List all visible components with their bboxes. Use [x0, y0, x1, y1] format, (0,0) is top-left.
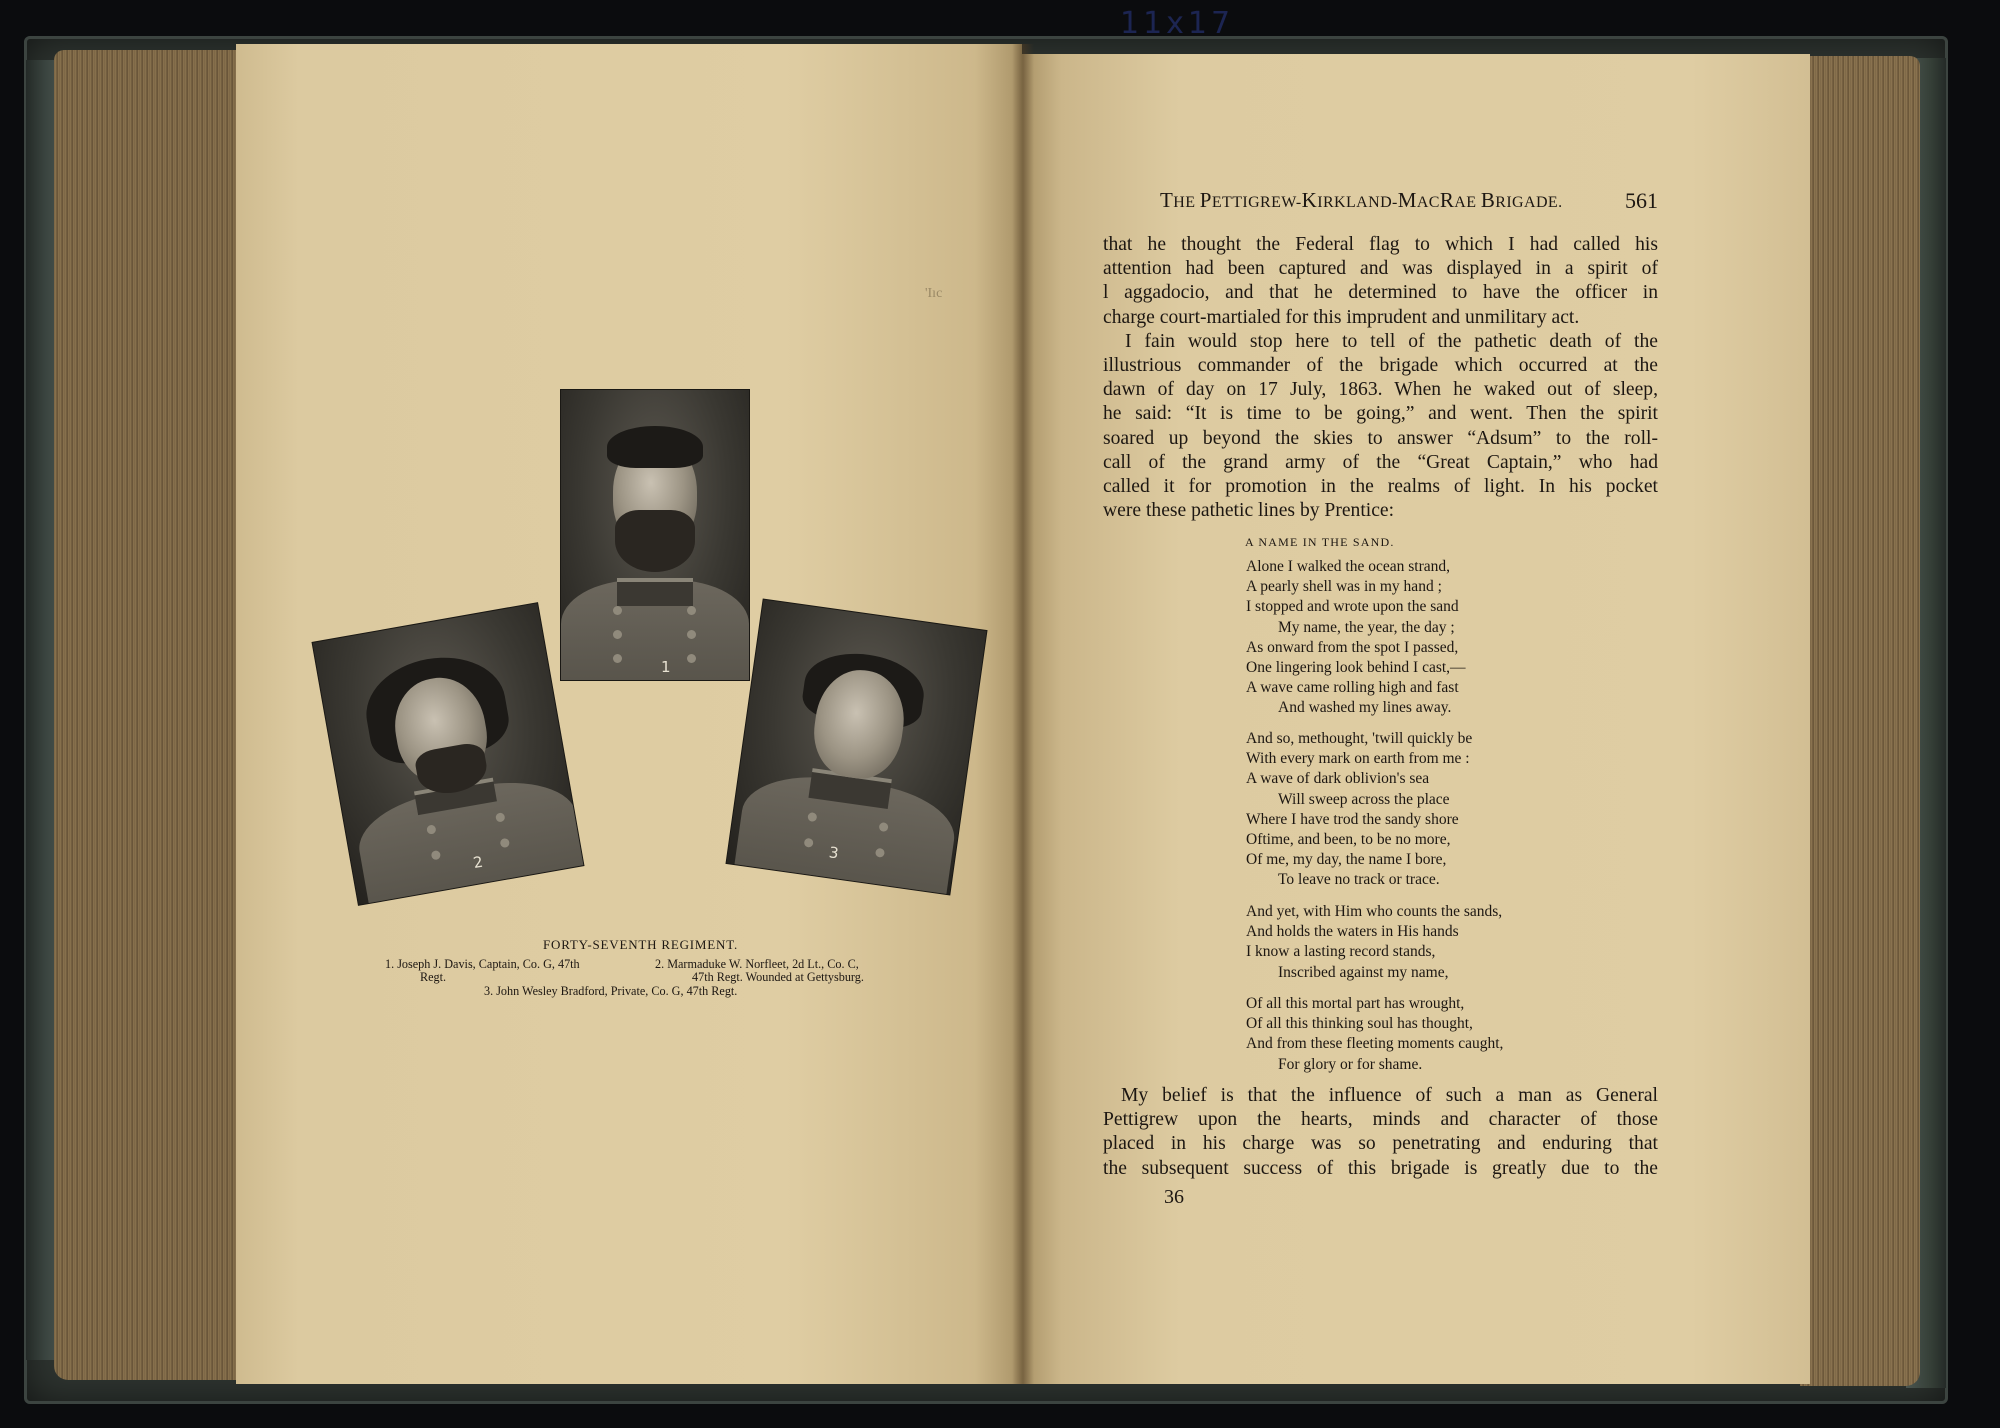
poem-stanza-3	[1246, 902, 1502, 983]
page-smudge: 'Iıc	[925, 286, 943, 301]
text-line: illustrious commander of the brigade which occurred at the	[1103, 355, 1658, 377]
poem-line: Will sweep across the place	[1278, 790, 1450, 808]
text-line: charge court-martialed for this imprudent and unmilitary act.	[1103, 306, 1580, 328]
caption-item-2: 2. Marmaduke W. Norfleet, 2d Lt., Co. C,	[655, 957, 859, 971]
signature-mark: 36	[1164, 1186, 1184, 1208]
photo-number: 2	[471, 852, 485, 873]
page-edges-right	[1800, 56, 1920, 1386]
text-line: call of the grand army of the “Great Captain,” who had	[1103, 451, 1658, 473]
portrait-photo-3	[727, 600, 987, 895]
poem-line: As onward from the spot I passed,	[1246, 638, 1459, 656]
text-line: the subsequent success of this brigade is greatly due to the	[1103, 1157, 1658, 1179]
text-line: My belief is that the influence of such a man as General	[1121, 1085, 1658, 1106]
poem-line: I know a lasting record stands,	[1246, 943, 1436, 961]
poem-line: To leave no track or trace.	[1278, 871, 1440, 889]
poem-line: For glory or for shame.	[1278, 1055, 1423, 1073]
poem-line: And yet, with Him who counts the sands,	[1246, 903, 1503, 920]
poem-line: Of me, my day, the name I bore,	[1246, 851, 1447, 869]
text-line: he said: “It is time to be going,” and went. Then the spirit	[1103, 403, 1658, 425]
poem-line: With every mark on earth from me :	[1246, 750, 1470, 768]
poem-line: And from these fleeting moments caught,	[1246, 1035, 1504, 1053]
poem-line: Oftime, and been, to be no more,	[1246, 831, 1451, 849]
caption-item-3: 3. John Wesley Bradford, Private, Co. G, 47th Regt.	[484, 984, 738, 998]
caption-item-2-cont: 47th Regt. Wounded at Gettysburg.	[692, 970, 864, 984]
poem-line: A wave came rolling high and fast	[1246, 679, 1459, 697]
photo-number: 3	[827, 843, 840, 863]
text-line: Pettigrew upon the hearts, minds and character of those	[1103, 1109, 1658, 1131]
gutter	[1012, 44, 1034, 1384]
text-line: l aggadocio, and that he determined to have the officer in	[1103, 282, 1658, 304]
poem-line: I stopped and wrote upon the sand	[1246, 598, 1459, 616]
page-number: 561	[1625, 188, 1658, 213]
paragraph-1	[1103, 233, 1658, 523]
text-line: attention had been captured and was displayed in a spirit of	[1103, 258, 1658, 280]
poem-line: And holds the waters in His hands	[1246, 923, 1459, 941]
caption-item-1: 1. Joseph J. Davis, Captain, Co. G, 47th	[385, 957, 580, 971]
poem-line: Where I have trod the sandy shore	[1246, 810, 1459, 828]
text-line: soared up beyond the skies to answer “Adsum” to the roll-	[1103, 427, 1658, 449]
caption-item-1-cont: Regt.	[420, 970, 447, 984]
poem-line: Of all this thinking soul has thought,	[1246, 1015, 1473, 1033]
poem-line: Alone I walked the ocean strand,	[1246, 558, 1451, 575]
poem-stanza-1	[1246, 557, 1466, 719]
poem-line: A wave of dark oblivion's sea	[1246, 770, 1430, 788]
poem-line: Of all this mortal part has wrought,	[1246, 995, 1465, 1012]
poem-line: Inscribed against my name,	[1278, 963, 1449, 981]
text-line: placed in his charge was so penetrating and enduring that	[1103, 1133, 1658, 1155]
poem-stanza-2	[1246, 729, 1472, 891]
poem-line: And washed my lines away.	[1278, 699, 1452, 717]
portrait-photo-1	[561, 390, 749, 680]
paragraph-2	[1103, 1084, 1658, 1181]
page-edges-left	[54, 50, 236, 1380]
poem-line: And so, methought, 'twill quickly be	[1246, 730, 1473, 747]
portrait-photo-2	[313, 603, 584, 905]
text-line: were these pathetic lines by Prentice:	[1103, 500, 1395, 522]
running-head: THE PETTIGREW-KIRKLAND-MACRAE BRIGADE.	[1160, 188, 1563, 212]
poem-stanza-4	[1246, 994, 1503, 1075]
photo-number: 1	[661, 658, 671, 676]
text-line: that he thought the Federal flag to which I had called his	[1103, 234, 1658, 255]
poem-line: A pearly shell was in my hand ;	[1246, 578, 1442, 596]
ruler-mark: 11x17	[1120, 6, 1235, 41]
poem-line: One lingering look behind I cast,—	[1246, 659, 1466, 677]
poem-line: My name, the year, the day ;	[1278, 618, 1455, 636]
caption-title: FORTY-SEVENTH REGIMENT.	[543, 937, 739, 952]
text-line: dawn of day on 17 July, 1863. When he waked out of sleep,	[1103, 379, 1658, 401]
text-line: called it for promotion in the realms of light. In his pocket	[1103, 476, 1658, 498]
text-line: I fain would stop here to tell of the pathetic death of the	[1125, 330, 1658, 352]
poem-title: A NAME IN THE SAND.	[1245, 535, 1395, 549]
